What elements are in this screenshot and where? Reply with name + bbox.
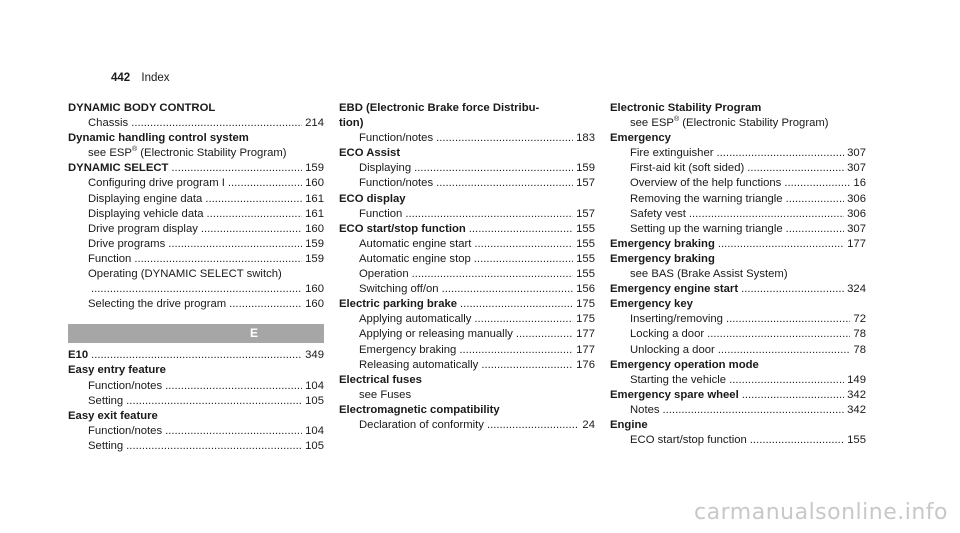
entry-label: Function — [88, 252, 132, 265]
leader-dots — [718, 237, 844, 252]
entry-page-number: 155 — [847, 434, 866, 447]
entry-label: Configuring drive program I — [88, 177, 225, 190]
index-reference — [610, 116, 866, 131]
index-subentry — [68, 424, 324, 439]
entry-page-number: 157 — [576, 177, 595, 190]
entry-label: Electric parking brake — [339, 298, 458, 311]
entry-label: Unlocking a door — [630, 343, 715, 356]
entry-page-number: 342 — [847, 388, 866, 401]
leader-dots — [207, 207, 303, 222]
entry-label: E10 — [68, 349, 89, 362]
entry-page-number: 155 — [576, 268, 595, 281]
leader-dots — [469, 222, 573, 237]
entry-label: Function/notes — [359, 132, 434, 145]
index-subentry — [610, 403, 866, 418]
reference-text: see BAS (Brake Assist System) — [630, 268, 788, 281]
entry-page-number: 160 — [305, 222, 324, 235]
index-subentry — [339, 418, 595, 433]
entry-page-number: 78 — [853, 343, 866, 356]
entry-page-number: 306 — [847, 207, 866, 220]
entry-label: Displaying — [359, 162, 412, 175]
entry-page-number: 214 — [305, 117, 324, 130]
leader-dots — [91, 282, 302, 297]
index-heading: DYNAMIC BODY CONTROL — [68, 102, 216, 114]
leader-dots — [726, 312, 850, 327]
index-entry — [339, 222, 595, 237]
index-heading: Electronic Stability Program — [610, 102, 762, 114]
page-number: 442 — [111, 72, 131, 84]
entry-page-number: 24 — [582, 418, 595, 431]
leader-dots — [487, 418, 579, 433]
reference-text-tail: (Electronic Stability Program) — [137, 147, 287, 160]
index-subentry — [68, 116, 324, 131]
entry-label: Emergency engine start — [610, 283, 739, 296]
index-heading: Emergency key — [610, 298, 693, 311]
index-heading: EBD (Electronic Brake force Distribu- — [339, 102, 540, 114]
entry-label: ECO start/stop function — [630, 434, 747, 447]
leader-dots — [474, 252, 573, 267]
index-subentry — [610, 207, 866, 222]
entry-label: Releasing automatically — [359, 358, 479, 371]
entry-page-number: 105 — [305, 439, 324, 452]
entry-label: ECO start/stop function — [339, 222, 466, 235]
index-subentry — [68, 297, 324, 312]
section-letter-bar: E — [68, 324, 324, 343]
entry-page-number: 149 — [847, 373, 866, 386]
index-entry — [610, 388, 866, 403]
index-subentry — [610, 222, 866, 237]
entry-label: DYNAMIC SELECT — [68, 162, 169, 175]
entry-label: Emergency braking — [359, 343, 457, 356]
entry-page-number: 155 — [576, 222, 595, 235]
watermark-text: carmanualsonline.info — [694, 500, 948, 525]
entry-label: Function/notes — [359, 177, 434, 190]
index-reference — [68, 146, 324, 161]
entry-label: Locking a door — [630, 328, 705, 341]
index-subentry — [339, 161, 595, 176]
entry-label: Setting — [88, 439, 124, 452]
index-entry — [339, 297, 595, 312]
entry-page-number: 155 — [576, 252, 595, 265]
entry-label: First-aid kit (soft sided) — [630, 162, 745, 175]
leader-dots — [201, 222, 302, 237]
entry-page-number: 157 — [576, 207, 595, 220]
leader-dots — [229, 297, 302, 312]
index-subentry — [610, 146, 866, 161]
leader-dots — [165, 379, 302, 394]
leader-dots — [750, 433, 844, 448]
reference-text: see ESP — [630, 117, 674, 130]
index-heading: Emergency — [610, 132, 671, 145]
page-header — [111, 72, 170, 84]
reference-text: Operating (DYNAMIC SELECT switch) — [88, 268, 282, 281]
index-subentry — [68, 222, 324, 237]
entry-label: Overview of the help functions — [630, 177, 782, 190]
index-subentry — [610, 343, 866, 358]
index-subentry — [68, 192, 324, 207]
leader-dots — [689, 207, 844, 222]
reference-text-tail: (Electronic Stability Program) — [679, 117, 829, 130]
index-subentry — [610, 161, 866, 176]
leader-dots — [481, 358, 573, 373]
entry-label: Safety vest — [630, 207, 686, 220]
leader-dots — [786, 222, 845, 237]
entry-label: Setting up the warning triangle — [630, 222, 783, 235]
entry-label: Function/notes — [88, 379, 163, 392]
index-subentry — [339, 131, 595, 146]
entry-label: Applying or releasing manually — [359, 328, 513, 341]
index-subentry — [68, 379, 324, 394]
leader-dots — [742, 388, 844, 403]
entry-page-number: 156 — [576, 283, 595, 296]
entry-label: Starting the vehicle — [630, 373, 727, 386]
index-heading: Dynamic handling control system — [68, 132, 249, 145]
index-subentry — [68, 394, 324, 409]
entry-page-number: 175 — [576, 298, 595, 311]
index-subentry — [339, 358, 595, 373]
leader-dots — [729, 373, 844, 388]
index-subentry — [68, 176, 324, 191]
entry-page-number: 177 — [576, 343, 595, 356]
entry-label: Emergency braking — [610, 237, 715, 250]
entry-page-number: 160 — [305, 283, 324, 296]
index-reference — [339, 388, 595, 403]
leader-dots — [460, 297, 573, 312]
entry-label: Switching off/on — [359, 283, 439, 296]
leader-dots — [663, 403, 845, 418]
entry-page-number: 72 — [853, 313, 866, 326]
entry-page-number: 177 — [576, 328, 595, 341]
index-subentry — [339, 176, 595, 191]
index-heading: Electrical fuses — [339, 373, 422, 386]
entry-label: Displaying engine data — [88, 192, 203, 205]
entry-label: Function — [359, 207, 403, 220]
registered-mark: ® — [673, 116, 680, 124]
reference-text: see Fuses — [359, 388, 412, 401]
index-entry — [610, 282, 866, 297]
entry-page-number: 159 — [305, 162, 324, 175]
index-subentry — [339, 252, 595, 267]
index-heading: Easy entry feature — [68, 364, 166, 377]
leader-dots — [91, 348, 302, 363]
entry-label: Drive program display — [88, 222, 198, 235]
entry-page-number: 105 — [305, 394, 324, 407]
entry-label: Setting — [88, 394, 124, 407]
leader-dots — [436, 131, 573, 146]
entry-page-number: 159 — [576, 162, 595, 175]
entry-page-number: 176 — [576, 358, 595, 371]
entry-label: Emergency spare wheel — [610, 388, 739, 401]
entry-page-number: 307 — [847, 147, 866, 160]
entry-page-number: 177 — [847, 237, 866, 250]
leader-dots — [168, 237, 302, 252]
index-heading: Engine — [610, 418, 648, 431]
leader-dots — [786, 192, 845, 207]
entry-page-number: 104 — [305, 424, 324, 437]
index-subentry — [610, 433, 866, 448]
entry-page-number: 104 — [305, 379, 324, 392]
index-reference — [610, 267, 866, 282]
entry-page-number: 16 — [853, 177, 866, 190]
leader-dots — [718, 343, 851, 358]
entry-page-number: 159 — [305, 237, 324, 250]
index-column-3 — [610, 101, 866, 448]
entry-label: Removing the warning triangle — [630, 192, 783, 205]
leader-dots — [474, 312, 573, 327]
index-subentry — [68, 252, 324, 267]
leader-dots — [126, 394, 302, 409]
entry-page-number: 306 — [847, 192, 866, 205]
index-column-2 — [339, 101, 595, 433]
leader-dots — [442, 282, 574, 297]
index-column-1 — [68, 101, 324, 454]
index-subentry — [610, 373, 866, 388]
entry-page-number: 160 — [305, 177, 324, 190]
leader-dots — [412, 267, 574, 282]
index-heading: ECO Assist — [339, 147, 401, 160]
entry-label: Selecting the drive program — [88, 298, 227, 311]
index-subentry — [610, 327, 866, 342]
index-heading: tion) — [339, 117, 364, 130]
leader-dots — [126, 439, 302, 454]
reference-text: see ESP — [88, 147, 132, 160]
entry-label: Chassis — [88, 117, 129, 130]
leader-dots — [414, 161, 573, 176]
entry-page-number: 307 — [847, 222, 866, 235]
index-subentry — [339, 267, 595, 282]
entry-label: Function/notes — [88, 424, 163, 437]
index-reference — [68, 267, 324, 282]
index-subentry — [68, 439, 324, 454]
entry-page-number: 307 — [847, 162, 866, 175]
index-subentry — [68, 237, 324, 252]
entry-page-number: 349 — [305, 349, 324, 362]
index-subentry — [68, 207, 324, 222]
index-subentry — [339, 327, 595, 342]
leader-dots — [747, 161, 844, 176]
entry-label: Drive programs — [88, 237, 166, 250]
entry-page-number: 161 — [305, 207, 324, 220]
index-heading: ECO display — [339, 192, 406, 205]
entry-label: Operation — [359, 268, 409, 281]
entry-page-number: 161 — [305, 192, 324, 205]
leader-dots — [165, 424, 302, 439]
index-subentry — [339, 282, 595, 297]
leader-dots — [717, 146, 845, 161]
entry-label: Applying automatically — [359, 313, 472, 326]
index-heading: Emergency operation mode — [610, 358, 759, 371]
index-entry — [68, 348, 324, 363]
entry-page-number: 159 — [305, 252, 324, 265]
index-heading: Easy exit feature — [68, 409, 158, 422]
entry-page-number: 183 — [576, 132, 595, 145]
leader-dots — [134, 252, 302, 267]
leader-dots — [741, 282, 844, 297]
leader-dots — [516, 327, 573, 342]
entry-page-number: 342 — [847, 403, 866, 416]
entry-label: Inserting/removing — [630, 313, 723, 326]
index-heading: Emergency braking — [610, 252, 715, 265]
index-entry — [68, 161, 324, 176]
leader-dots — [436, 176, 573, 191]
page-title: Index — [141, 72, 170, 84]
leader-dots — [171, 161, 302, 176]
entry-page-number: 175 — [576, 313, 595, 326]
leader-dots — [131, 116, 302, 131]
index-subentry — [68, 282, 324, 297]
leader-dots — [707, 327, 850, 342]
entry-label: Automatic engine stop — [359, 252, 471, 265]
entry-label: Notes — [630, 403, 660, 416]
leader-dots — [474, 237, 573, 252]
entry-page-number: 155 — [576, 237, 595, 250]
index-subentry — [610, 312, 866, 327]
index-subentry — [610, 176, 866, 191]
entry-page-number: 160 — [305, 298, 324, 311]
index-entry — [610, 237, 866, 252]
leader-dots — [205, 192, 302, 207]
index-subentry — [339, 207, 595, 222]
entry-page-number: 78 — [853, 328, 866, 341]
registered-mark: ® — [131, 146, 138, 154]
entry-label: Displaying vehicle data — [88, 207, 204, 220]
leader-dots — [784, 176, 850, 191]
index-subentry — [339, 343, 595, 358]
index-subentry — [610, 192, 866, 207]
entry-label: Declaration of conformity — [359, 418, 484, 431]
index-heading: Electromagnetic compatibility — [339, 403, 500, 416]
entry-label: Fire extinguisher — [630, 147, 714, 160]
entry-page-number: 324 — [847, 283, 866, 296]
leader-dots — [228, 176, 302, 191]
leader-dots — [405, 207, 573, 222]
index-subentry — [339, 237, 595, 252]
entry-label: Automatic engine start — [359, 237, 472, 250]
index-subentry — [339, 312, 595, 327]
leader-dots — [459, 343, 573, 358]
